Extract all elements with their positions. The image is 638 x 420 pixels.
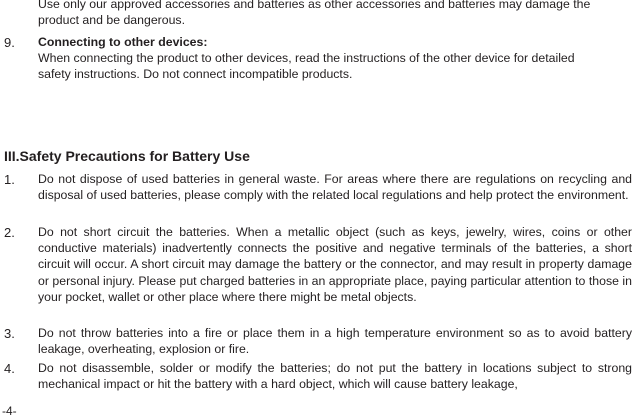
item-2-text: Do not short circuit the batteries. When a metallic object (such as keys, jewelry, wires, coins or other conductive materials) inadvertently connects the positive and negative terminals of the batteries, a short circuit will occur. A short circuit may damage the battery or the connector, and may result in property damage or personal injury. Please put charged batteries in an appropriate place, paying particular attention to those in your pocket, wallet or other place where there might be metal objects. [38, 225, 632, 304]
item-9-title: Connecting to other devices: [38, 35, 208, 49]
page-number: -4- [2, 404, 17, 418]
item-3-text: Do not throw batteries into a fire or place them in a high temperature environment so as to avoid battery leakage, overheating, explosion or fire. [38, 326, 632, 357]
item-1-text: Do not dispose of used batteries in general waste. For areas where there are regulations on recycling and disposal of used batteries, please comply with the related local regulations and help protect the environment. [38, 172, 632, 203]
continuation-text: Use only our approved accessories and batteries as other accessories and batteries may damage the product and be dangerous. [38, 0, 591, 28]
item-9-number: 9. [4, 35, 15, 50]
item-2-number: 2. [4, 225, 15, 240]
item-4-text: Do not disassemble, solder or modify the batteries; do not put the battery in locations subject to strong mechanical impact or hit the battery with a hard object, which will cause battery leakage, [38, 361, 632, 392]
section-heading: III.Safety Precautions for Battery Use [4, 148, 250, 164]
item-1-number: 1. [4, 172, 15, 187]
item-3-number: 3. [4, 326, 15, 341]
item-9-text: When connecting the product to other devices, read the instructions of the other device for detailed safety instructions. Do not connect incompatible products. [38, 51, 575, 82]
item-4-number: 4. [4, 361, 15, 376]
